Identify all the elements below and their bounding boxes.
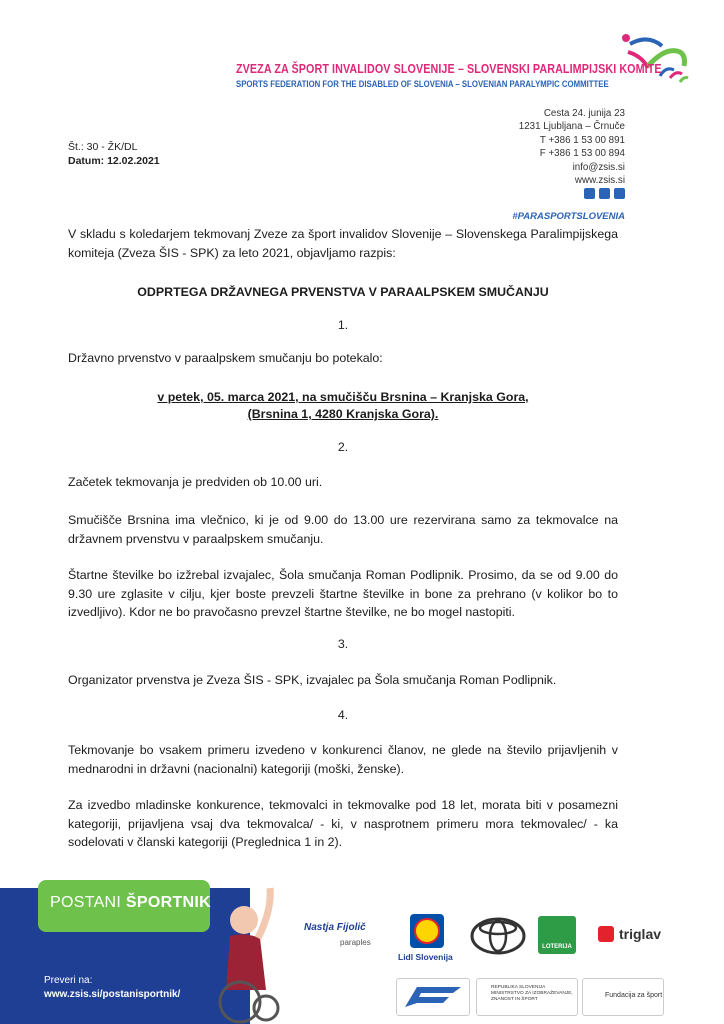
twitter-icon[interactable] <box>599 188 610 199</box>
section-2-number: 2. <box>337 440 349 454</box>
document-number: Št.: 30 - ŽK/DL <box>68 141 138 153</box>
triglav-logo[interactable]: triglav <box>598 926 661 942</box>
document-title: ODPRTEGA DRŽAVNEGA PRVENSTVA V PARAALPSKEM SMUČANJU <box>137 285 549 299</box>
campaign-word: ŠPORTNIK <box>125 894 211 911</box>
email-link[interactable]: info@zsis.si <box>572 162 625 173</box>
website-link[interactable]: www.zsis.si <box>574 175 625 186</box>
org-name-sl: ZVEZA ZA ŠPORT INVALIDOV SLOVENIJE – SLOVENSKI PARALIMPIJSKI KOMITE <box>236 62 662 76</box>
fis-logo-icon[interactable] <box>396 978 470 1016</box>
instagram-icon[interactable] <box>614 188 625 199</box>
section-4-paragraph-1: Tekmovanje bo vsakem primeru izvedeno v konkurenci članov, ne glede na število prijavljenih v mednarodni in državni (nacionalni) kategoriji (moški, ženske). <box>68 743 618 776</box>
document-date: Datum: 12.02.2021 <box>68 155 160 167</box>
address-street: Cesta 24. junija 23 <box>543 108 625 119</box>
campaign-prefix: POSTANI <box>50 894 122 911</box>
org-name-en: SPORTS FEDERATION FOR THE DISABLED OF SLOVENIA – SLOVENIAN PARALYMPIC COMMITTEE <box>236 79 609 90</box>
triglav-icon <box>598 926 614 942</box>
intro-paragraph: V skladu s koledarjem tekmovanj Zveze za šport invalidov Slovenije – Slovenskega Paralimpijskega komiteja (Zveza ŠIS - SPK) za leto 2021, objavljamo razpis: <box>68 227 618 260</box>
section-4-paragraph-2: Za izvedbo mladinske konkurence, tekmovalci in tekmovalke pod 18 let, morata biti v posamezni kategoriji, prijavljena vsaj dva tekmovalca/ - ki, v nasprotnem primeru mora tekmovalec/ - ka sodelovati v članski kategoriji (Preglednica 1 in 2). <box>68 798 618 850</box>
athlete-sport: paraples <box>340 938 371 947</box>
section-1-text: Državno prvenstvo v paraalpskem smučanju bo potekalo: <box>68 351 383 365</box>
lidl-label: Lidl Slovenija <box>398 952 453 962</box>
facebook-icon[interactable] <box>584 188 595 199</box>
check-label: Preveri na: <box>44 975 93 986</box>
hashtag: #PARASPORTSLOVENIA <box>512 211 625 222</box>
section-4-number: 4. <box>337 708 349 722</box>
lidl-logo-icon[interactable] <box>410 914 444 948</box>
campaign-badge <box>38 880 210 932</box>
fax: F +386 1 53 00 894 <box>539 148 625 159</box>
section-3-number: 3. <box>337 637 349 651</box>
event-date-location: v petek, 05. marca 2021, na smučišču Brsnina – Kranjska Gora, <box>157 390 529 404</box>
ministry-logo[interactable]: REPUBLIKA SLOVENIJA MINISTRSTVO ZA IZOBRAŽEVANJE, ZNANOST IN ŠPORT <box>476 978 578 1016</box>
loterija-logo-icon[interactable]: LOTERIJA <box>538 916 576 954</box>
section-3-text: Organizator prvenstva je Zveza ŠIS - SPK, izvajalec pa Šola smučanja Roman Podlipnik. <box>68 673 557 687</box>
fundacija-logo[interactable]: Fundacija za šport <box>582 978 664 1016</box>
section-2-start-time: Začetek tekmovanja je predviden ob 10.00 uri. <box>68 475 323 489</box>
toyota-logo-icon[interactable] <box>470 916 526 956</box>
paralympic-logo-icon <box>618 26 690 94</box>
athlete-photo <box>200 880 300 1024</box>
section-2-start-numbers: Štartne številke bo izžrebal izvajalec, Šola smučanja Roman Podlipnik. Prosimo, da se od 9.00 do 9.30 ure zglasite v cilju, kjer boste prevzeli štartne številke in bone za prehrano (v kolikor bo to izvedljivo). Kdor ne bo pravočasno prevzel štartne številke, ne bo mogel nastopiti. <box>68 568 618 620</box>
social-icons <box>584 188 625 199</box>
section-2-lift: Smučišče Brsnina ima vlečnico, ki je od 9.00 do 13.00 ure rezervirana samo za tekmovalce na državnem prvenstvu v paraalpskem smučanju. <box>68 513 618 546</box>
address-city: 1231 Ljubljana – Črnuče <box>518 121 625 132</box>
athlete-name: Nastja Fijolič <box>304 922 366 933</box>
section-1-number: 1. <box>337 318 349 332</box>
campaign-url[interactable]: www.zsis.si/postanisportnik/ <box>44 989 181 1000</box>
footer-banner <box>0 880 724 1024</box>
phone: T +386 1 53 00 891 <box>539 135 625 146</box>
event-address: (Brsnina 1, 4280 Kranjska Gora). <box>247 407 439 421</box>
